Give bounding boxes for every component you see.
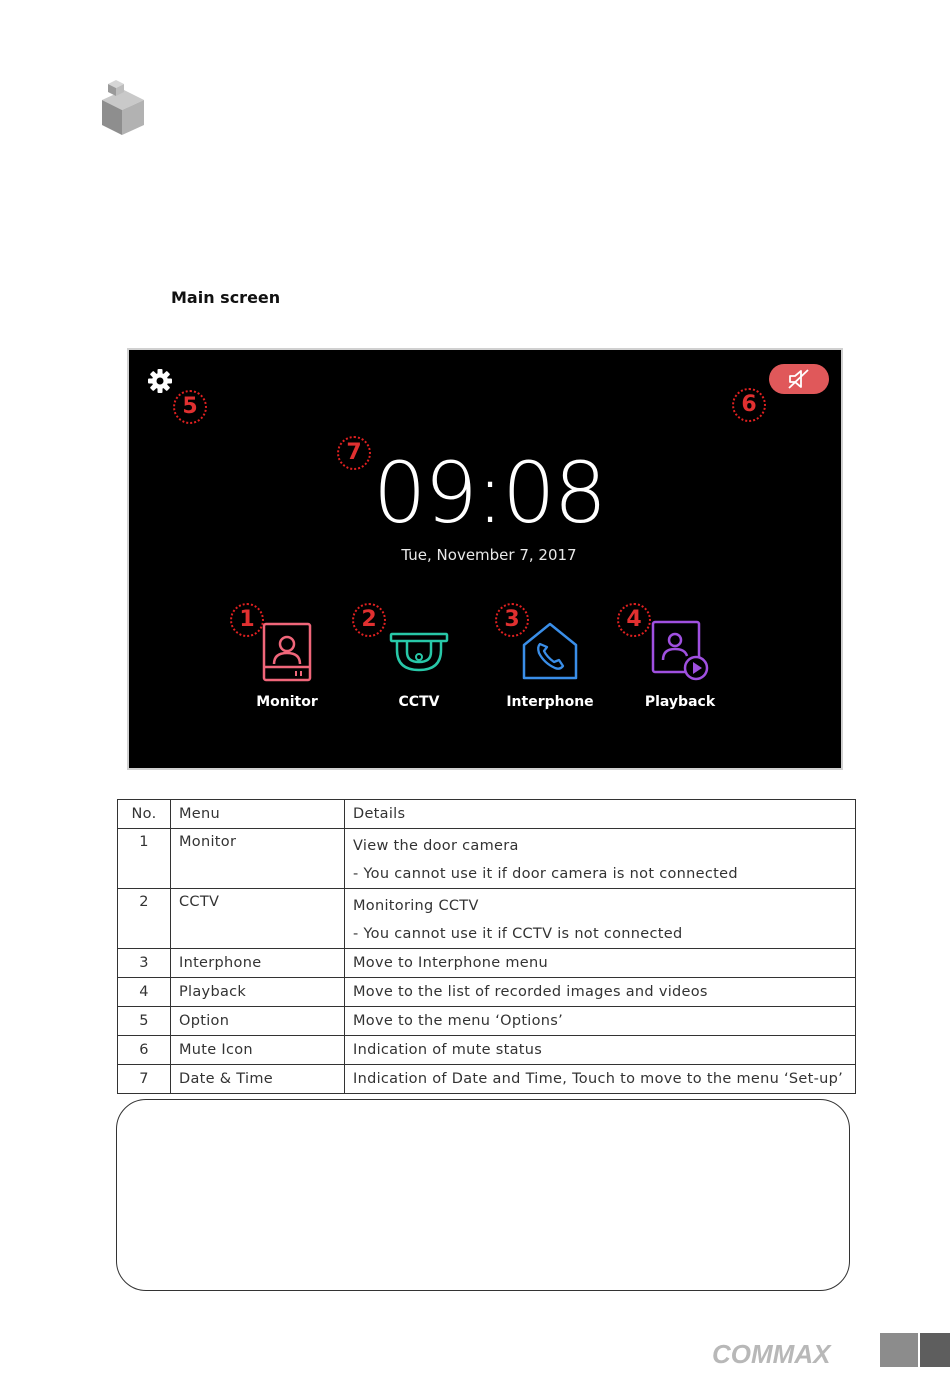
table-row	[118, 1065, 856, 1094]
datetime-badge: 7	[337, 436, 371, 470]
speaker-muted-icon	[787, 368, 811, 390]
cube-icon	[98, 78, 148, 138]
playback-icon	[649, 620, 711, 682]
row-details: Indication of mute status	[345, 1036, 856, 1065]
row-menu: Interphone	[171, 949, 345, 978]
row-menu: Date & Time	[171, 1065, 345, 1094]
option-badge: 5	[173, 390, 207, 424]
monitor-icon	[261, 620, 313, 682]
row-menu: Mute Icon	[171, 1036, 345, 1065]
cctv-badge: 2	[352, 603, 386, 637]
mute-badge: 6	[732, 388, 766, 422]
monitor-badge: 1	[230, 603, 264, 637]
detail-line: View the door camera	[353, 838, 519, 854]
table-row	[118, 889, 856, 949]
footer-bar-dark	[920, 1333, 950, 1367]
row-no: 5	[118, 1007, 171, 1036]
gear-icon[interactable]	[147, 368, 173, 394]
row-details	[345, 829, 856, 889]
table-row	[118, 1036, 856, 1065]
app-cctv-label: CCTV	[398, 694, 440, 710]
detail-line: Monitoring CCTV	[353, 898, 479, 914]
row-no: 3	[118, 949, 171, 978]
table-row	[118, 829, 856, 889]
app-playback-label: Playback	[644, 694, 716, 710]
header-no: No.	[118, 800, 171, 829]
detail-line: - You cannot use it if CCTV is not connected	[353, 926, 683, 942]
row-menu: Option	[171, 1007, 345, 1036]
row-menu: Monitor	[171, 829, 345, 889]
cctv-camera-icon	[388, 620, 450, 682]
app-playback[interactable]	[625, 620, 735, 710]
house-phone-icon	[519, 620, 581, 682]
table-row	[118, 1007, 856, 1036]
footer-bar-light	[880, 1333, 918, 1367]
brand-text: COMMAX	[712, 1339, 831, 1369]
table-row	[118, 978, 856, 1007]
row-details: Move to the menu ‘Options’	[345, 1007, 856, 1036]
clock-date[interactable]: Tue, November 7, 2017	[401, 546, 577, 564]
row-details: Move to Interphone menu	[345, 949, 856, 978]
app-interphone-label: Interphone	[506, 694, 594, 710]
section-title: Main screen	[171, 288, 281, 307]
detail-line: - You cannot use it if door camera is not connected	[353, 866, 738, 882]
row-menu: CCTV	[171, 889, 345, 949]
app-monitor-label: Monitor	[256, 694, 318, 710]
app-cctv[interactable]	[364, 620, 474, 710]
note-box	[116, 1099, 850, 1291]
playback-badge: 4	[617, 603, 651, 637]
table-row	[118, 949, 856, 978]
row-no: 4	[118, 978, 171, 1007]
header-menu: Menu	[171, 800, 345, 829]
row-no: 1	[118, 829, 171, 889]
header-details: Details	[345, 800, 856, 829]
row-details	[345, 889, 856, 949]
clock-time[interactable]: 09:08	[372, 444, 606, 542]
row-details: Move to the list of recorded images and videos	[345, 978, 856, 1007]
row-menu: Playback	[171, 978, 345, 1007]
app-monitor[interactable]	[232, 620, 342, 710]
row-no: 7	[118, 1065, 171, 1094]
menu-table	[117, 799, 856, 1094]
row-no: 2	[118, 889, 171, 949]
interphone-badge: 3	[495, 603, 529, 637]
mute-button[interactable]	[769, 364, 829, 394]
app-interphone[interactable]	[495, 620, 605, 710]
device-main-screen	[127, 348, 843, 770]
table-header-row	[118, 800, 856, 829]
commax-logo	[710, 1336, 880, 1372]
row-details: Indication of Date and Time, Touch to move to the menu ‘Set-up’	[345, 1065, 856, 1094]
row-no: 6	[118, 1036, 171, 1065]
